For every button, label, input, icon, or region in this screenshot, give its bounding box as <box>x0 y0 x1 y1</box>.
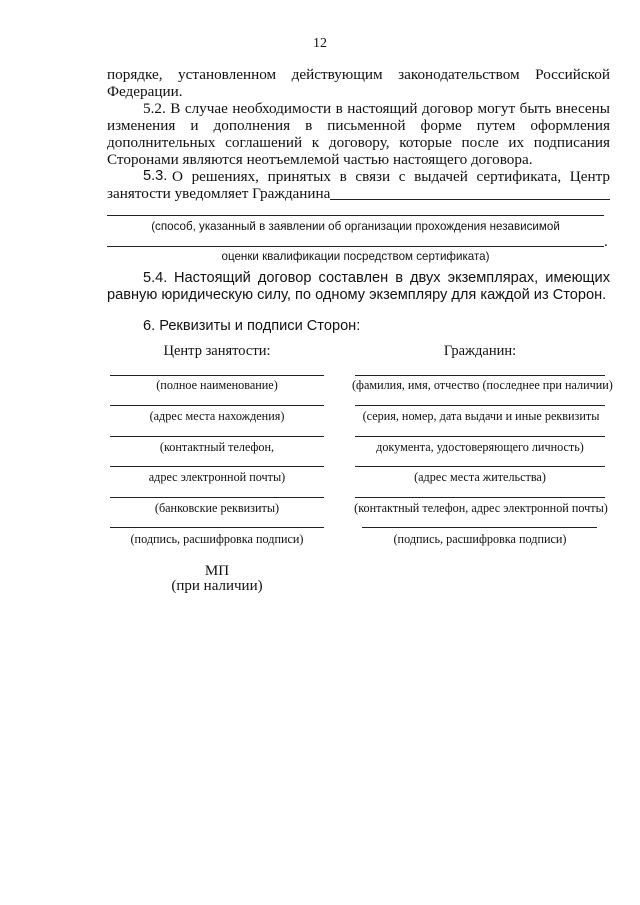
clause-5-3-line-1: О решениях, принятых в связи с выдачей сертификата, Центр <box>172 168 610 185</box>
notification-method-field-line-3 <box>107 246 604 247</box>
employment-center-signature-field <box>110 527 324 528</box>
employment-center-contacts-field <box>110 436 324 437</box>
notification-method-field <box>330 199 610 200</box>
citizen-id-document-caption-1: (серия, номер, дата выдачи и иные реквизиты <box>362 409 600 423</box>
stamp-note: (при наличии) <box>171 578 263 594</box>
employment-center-address-caption: (адрес места нахождения) <box>149 409 285 423</box>
clause-5-2-line-3: дополнительных соглашений к договору, которые после их подписания <box>107 134 610 151</box>
employment-center-email-caption: адрес электронной почты) <box>148 470 286 484</box>
citizen-name-field <box>355 375 605 376</box>
citizen-residence-caption: (адрес места жительства) <box>414 470 546 484</box>
notification-method-caption-1: (способ, указанный в заявлении об организации прохождения независимой <box>151 220 560 233</box>
clause-5-1-line-2: Федерации. <box>107 83 183 100</box>
citizen-id-document-field-2 <box>355 436 605 437</box>
clause-5-4-line-1: Настоящий договор составлен в двух экземплярах, имеющих <box>174 270 610 286</box>
citizen-contacts-caption: (контактный телефон, адрес электронной почты) <box>354 501 608 515</box>
clause-5-4-number: 5.4. <box>143 270 168 286</box>
employment-center-address-field <box>110 405 324 406</box>
employment-center-bank-field <box>110 497 324 498</box>
clause-5-4-line-2: равную юридическую силу, по одному экземпляру для каждой из Сторон. <box>107 287 607 303</box>
clause-5-1-line-1: порядке, установленном действующим законодательством Российской <box>107 66 610 83</box>
citizen-residence-field <box>355 466 605 467</box>
citizen-contacts-field <box>355 497 605 498</box>
notification-method-period: . <box>604 233 608 250</box>
employment-center-heading: Центр занятости: <box>163 343 271 359</box>
employment-center-signature-caption: (подпись, расшифровка подписи) <box>130 532 304 546</box>
employment-center-name-field <box>110 375 324 376</box>
employment-center-email-field <box>110 466 324 467</box>
clause-5-2-line-4: Сторонами являются неотъемлемой частью настоящего договора. <box>107 151 533 168</box>
clause-5-3-number: 5.3. <box>143 168 168 184</box>
citizen-heading: Гражданин: <box>443 343 517 359</box>
citizen-signature-field <box>362 527 597 528</box>
page-number: 12 <box>313 36 327 51</box>
clause-5-3-line-2: занятости уведомляет Гражданина <box>107 185 331 202</box>
employment-center-bank-caption: (банковские реквизиты) <box>154 501 280 515</box>
clause-5-2-line-2: изменения и дополнения в письменной форме путем оформления <box>107 117 610 134</box>
citizen-signature-caption: (подпись, расшифровка подписи) <box>393 532 567 546</box>
citizen-id-document-field <box>355 405 605 406</box>
notification-method-caption-2: оценки квалификации посредством сертификата) <box>221 250 490 263</box>
citizen-name-caption: (фамилия, имя, отчество (последнее при наличии) <box>352 378 613 392</box>
employment-center-phone-caption: (контактный телефон, <box>159 440 275 454</box>
notification-method-field-line-2 <box>107 215 604 216</box>
section-6-title: 6. Реквизиты и подписи Сторон: <box>143 318 361 334</box>
employment-center-name-caption: (полное наименование) <box>156 378 278 392</box>
citizen-id-document-caption-2: документа, удостоверяющего личность) <box>376 440 584 454</box>
stamp-label: МП <box>204 563 230 579</box>
clause-5-2-line-1: 5.2. В случае необходимости в настоящий договор могут быть внесены <box>143 100 610 117</box>
